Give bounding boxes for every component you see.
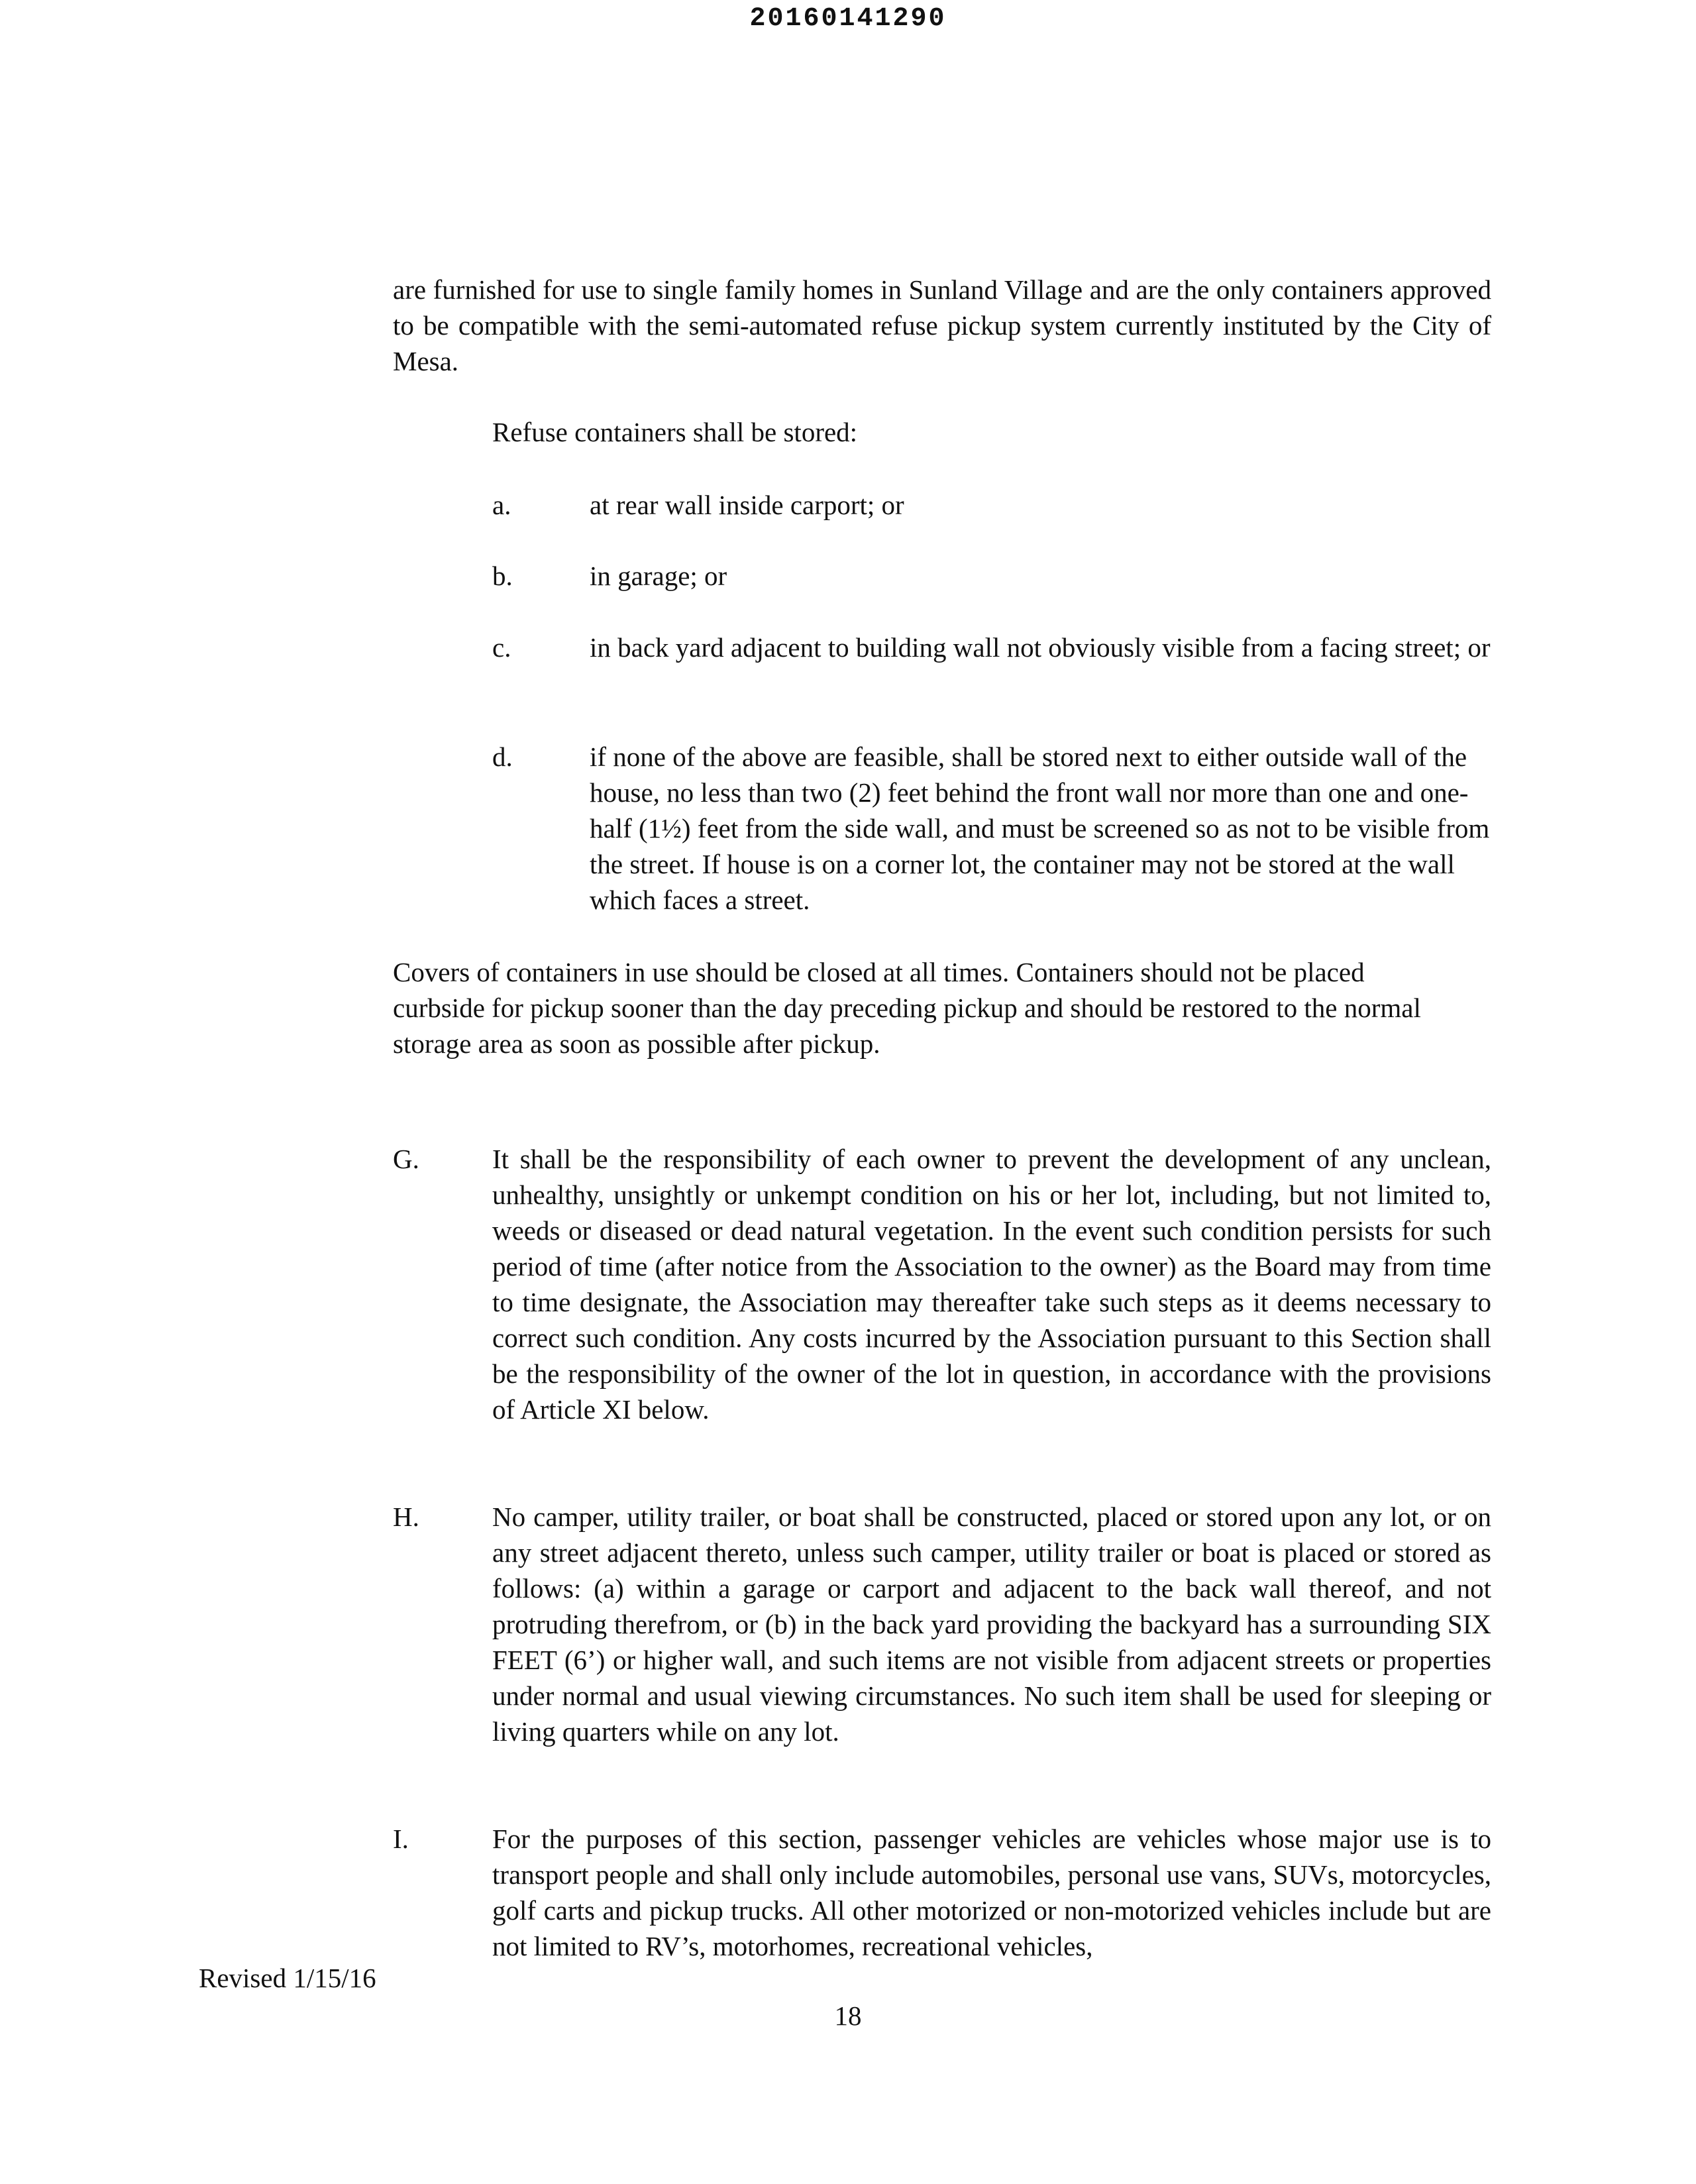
list-marker: a.	[492, 490, 511, 520]
covers-paragraph: Covers of containers in use should be closed at all times. Containers should not be placed curbside for pickup sooner than the day preceding pickup and should be restored to the normal storage area as soon as possible after pickup.	[393, 957, 1421, 1059]
list-item-text: in back yard adjacent to building wall not obviously visible from a facing street; or	[590, 632, 1491, 663]
page-number: 18	[834, 2000, 862, 2031]
list-item-text: if none of the above are feasible, shall be stored next to either outside wall of the house, no less than two (2) feet behind the front wall nor more than one and one-half (1½) feet from the side wall, and must be screened so as not to be visible from the street. If house is on a corner lot, the container may not be stored at the wall which faces a street.	[590, 741, 1490, 915]
section-marker: H.	[393, 1502, 419, 1532]
refuse-containers-intro: Refuse containers shall be stored:	[492, 417, 858, 447]
intro-paragraph: are furnished for use to single family homes in Sunland Village and are the only containers approved to be compatible with the semi-automated refuse pickup system currently instituted by the City of Mesa.	[393, 274, 1491, 376]
section-text: No camper, utility trailer, or boat shall be constructed, placed or stored upon any lot, or on any street adjacent thereto, unless such camper, utility trailer or boat is placed or stored as follows: (a) within a garage or carport and adjacent to the back wall thereof, and not protruding therefrom, or (b) in the back yard providing the backyard has a surrounding SIX FEET (6’) or higher wall, and such items are not visible from adjacent streets or properties under normal and usual viewing circumstances. No such item shall be used for sleeping or living quarters while on any lot.	[492, 1502, 1491, 1747]
list-item-text: in garage; or	[590, 561, 727, 591]
section-marker: I.	[393, 1824, 409, 1854]
list-item-text: at rear wall inside carport; or	[590, 490, 904, 520]
document-number: 20160141290	[749, 4, 947, 34]
list-marker: c.	[492, 632, 511, 663]
section-marker: G.	[393, 1144, 419, 1174]
section-text: It shall be the responsibility of each owner to prevent the development of any unclean, unhealthy, unsightly or unkempt condition on his or her lot, including, but not limited to, weeds or diseased or dead natural vegetation. In the event such condition persists for such period of time (after notice from the Association to the owner) as the Board may from time to time designate, the Association may thereafter take such steps as it deems necessary to correct such condition. Any costs incurred by the Association pursuant to this Section shall be the responsibility of the owner of the lot in question, in accordance with the provisions of Article XI below.	[492, 1144, 1491, 1425]
section-text: For the purposes of this section, passenger vehicles are vehicles whose major use is to transport people and shall only include automobiles, personal use vans, SUVs, motorcycles, golf carts and pickup trucks. All other motorized or non-motorized vehicles include but are not limited to RV’s, motorhomes, recreational vehicles,	[492, 1824, 1491, 1961]
revised-date: Revised 1/15/16	[199, 1963, 376, 1993]
list-marker: b.	[492, 561, 513, 591]
list-marker: d.	[492, 741, 513, 772]
